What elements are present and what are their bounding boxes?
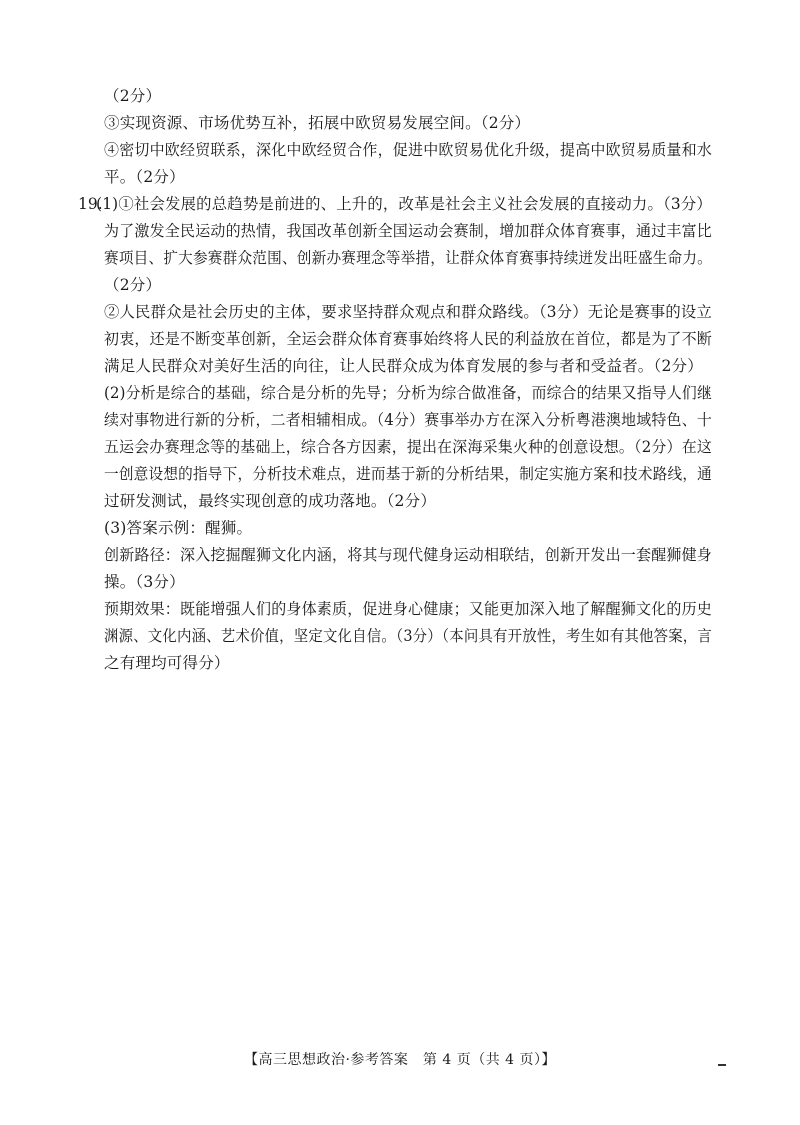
text-line: (2)分析是综合的基础，综合是分析的先导；分析为综合做准备，而综合的结果又指导人们继	[104, 384, 712, 402]
text-line: 操。（3分）	[104, 573, 185, 591]
text-line: (3)答案示例：醒狮。	[104, 519, 253, 537]
text-line: ③实现资源、市场优势互补，拓展中欧贸易发展空间。（2分）	[104, 114, 531, 132]
text-line: （2分）	[104, 87, 162, 105]
text-line: 赛项目、扩大参赛群众范围、创新办赛理念等举措，让群众体育赛事持续迸发出旺盛生命力。	[104, 249, 712, 267]
text-line: 一创意设想的指导下，分析技术难点，进而基于新的分析结果，制定实施方案和技术路线，通	[104, 465, 712, 483]
text-line: 续对事物进行新的分析，二者相辅相成。（4分）赛事举办方在深入分析粤港澳地域特色、十	[104, 411, 712, 429]
text-line: 预期效果：既能增强人们的身体素质，促进身心健康；又能更加深入地了解醒狮文化的历史	[104, 600, 712, 618]
text-line: 初衷，还是不断变革创新，全运会群众体育赛事始终将人民的利益放在首位，都是为了不断	[104, 330, 712, 348]
text-line: 之有理均可得分）	[104, 654, 230, 672]
text-line: ②人民群众是社会历史的主体，要求坚持群众观点和群众路线。（3分）无论是赛事的设立	[104, 303, 712, 321]
text-line: 满足人民群众对美好生活的向往，让人民群众成为体育发展的参与者和受益者。（2分）	[104, 357, 703, 375]
text-line: 创新路径：深入挖掘醒狮文化内涵，将其与现代健身运动相联结，创新开发出一套醒狮健身	[104, 546, 712, 564]
text-line: （2分）	[104, 276, 162, 294]
text-line: 五运会办赛理念等的基础上，综合各方因素，提出在深海采集火种的创意设想。（2分）在这	[104, 438, 712, 456]
page-footer: 【高三思想政治·参考答案 第 4 页（共 4 页）】	[243, 1052, 557, 1068]
text-line: ④密切中欧经贸联系，深化中欧经贸合作，促进中欧贸易优化升级，提高中欧贸易质量和水	[104, 141, 712, 159]
text-line: 为了激发全民运动的热情，我国改革创新全国运动会赛制，增加群众体育赛事，通过丰富比	[104, 222, 712, 240]
text-line: (1)①社会发展的总趋势是前进的、上升的，改革是社会主义社会发展的直接动力。（3分）	[96, 195, 712, 213]
text-line: 过研发测试，最终实现创意的成功落地。（2分）	[104, 492, 437, 510]
text-line: 平。（2分）	[104, 168, 185, 186]
text-line: 渊源、文化内涵、艺术价值，坚定文化自信。（3分）（本问具有开放性，考生如有其他答案，言	[104, 627, 712, 645]
corner-mark	[718, 1064, 726, 1066]
question-number: 19.	[78, 195, 103, 213]
